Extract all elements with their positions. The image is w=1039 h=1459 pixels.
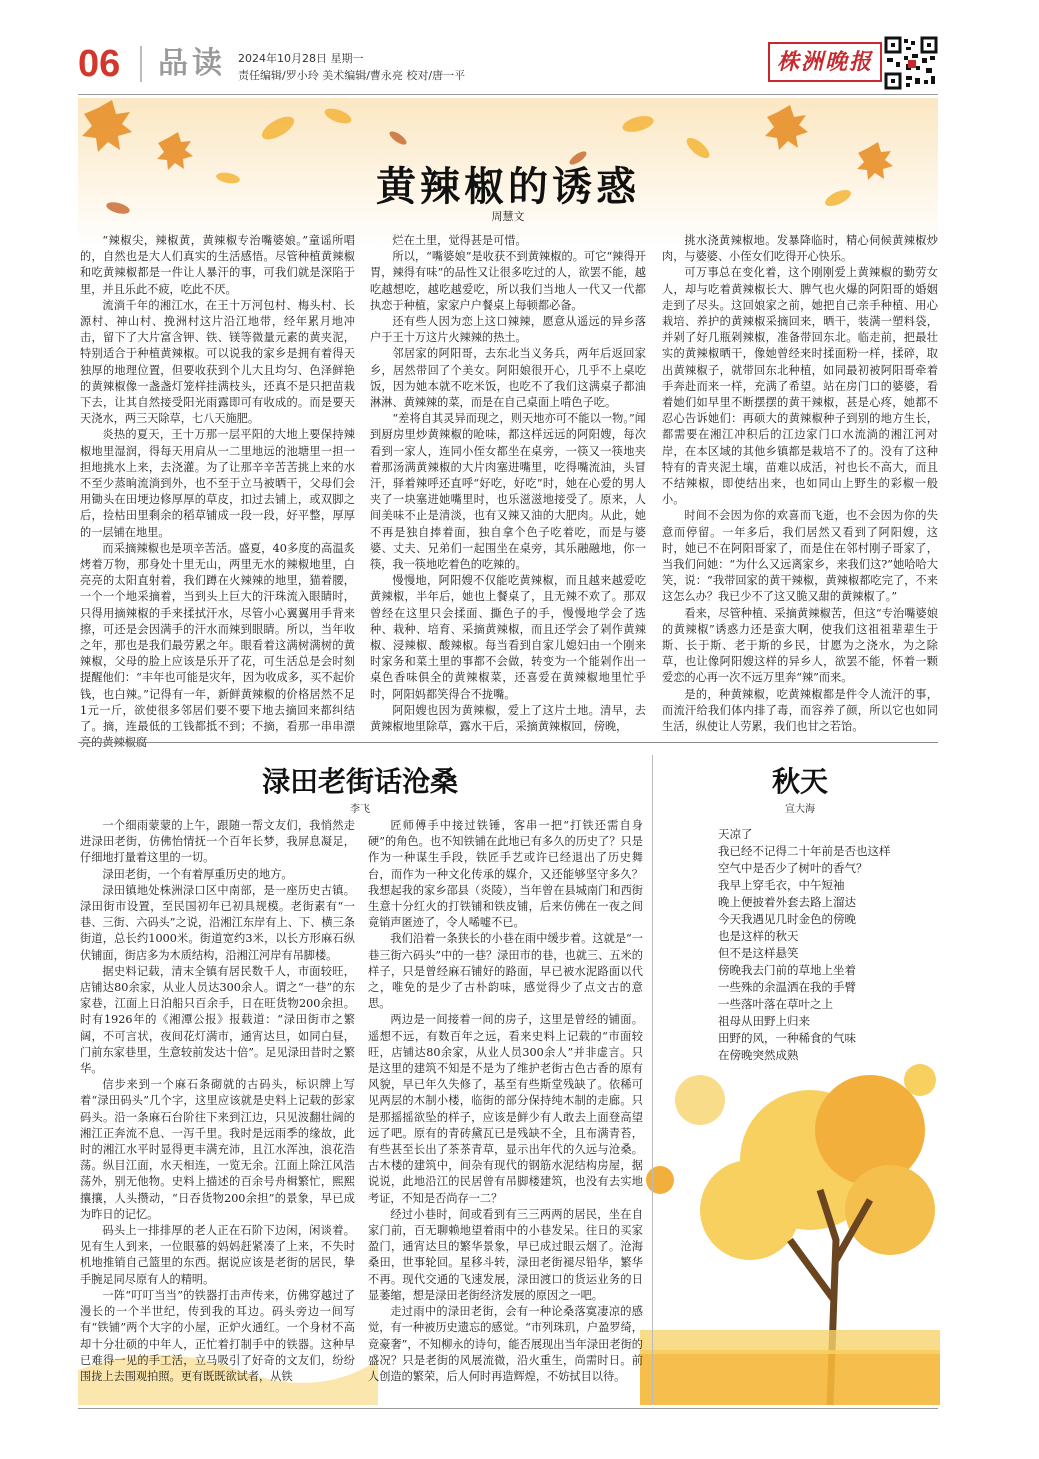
paragraph: 时间不会因为你的欢喜而飞逝，也不会因为你的失意而停留。一年多后，我们居然又看到了阿阳嫂，这时，她已不在阿阳哥家了，而是住在邻村刚子哥家了，当我们问她：“为什么又远离家乡，来我们这?”她哈哈大笑，说：“我带回家的黄干辣椒，黄辣椒都吃完了，不来这怎么办？我已少不了这又脆又甜的黄辣椒了。” <box>662 509 938 604</box>
paragraph: 经过小巷时，间或看到有三三两两的居民，坐在自家门前，百无聊赖地望着雨中的小巷发呆。往日的买家盈门，通宵达旦的繁华景象，早已成过眼云烟了。沧海桑田，世事轮回。星移斗转，渌田老街褪尽铅华，繁华不再。现代交通的飞速发展，渌田渡口的货运业务的日显萎缩，想是渌田老街经济发展的原因之一吧。 <box>368 1207 643 1302</box>
paragraph: 渌田镇地处株洲渌口区中南部，是一座历史古镇。渌田街市设置，至民国初年已初具规模。老街素有“一巷、三街、六码头”之说，沿湘江东岸有上、下、横三条街道，总长约1000米。街道宽约3米，以长方形麻石纵伏铺面，街店多为木质结构，沿湘江河岸有吊脚楼。 <box>80 883 355 962</box>
article-column <box>368 818 643 1403</box>
paragraph: 一阵“叮叮当当”的铁器打击声传来，仿佛穿越过了漫长的一个半世纪，传到我的耳边。码头旁边一间写有“铁铺”两个大字的小屋，正炉火通红。一个身材不高却十分壮硕的中年人，正忙着打制手中的铁器。这种早已难得一见的手工活，立马吸引了好奇的文友们，纷纷围拢上去围观拍照。更有既既欲试者，从铁 <box>80 1288 355 1383</box>
poem-line: 傍晚我去门前的草地上坐着 <box>718 963 856 977</box>
article-column <box>662 233 938 733</box>
date-line: 2024年10月28日 星期一 <box>238 52 364 65</box>
paragraph: “差将自其灵异而现之，则天地亦可不能以一物。”闻到厨房里炒黄辣椒的呛味，都这样远远的阿阳嫂，每次看到一家人，连同小侄女都坐在桌旁，一筷又一筷地夹着那汤满黄辣椒的大片肉塞进嘴里，吃得嘴流油，头冒汗，驿着辣呼还直呼“好吃，好吃”时，她在心爱的男人夹了一块塞进她嘴里时，也乐滋滋地接受了。原来，人间美味不止是清淡，也有又辣又油的大肥肉。从此，她不再是独自捧着面，独自拿个色子吃着吃，而是与婆婆、丈夫、兄弟们一起围坐在桌旁，其乐融融地，你一筷，我一筷地吃着色的吃辣的。 <box>370 412 646 572</box>
column-divider <box>652 755 653 1405</box>
paragraph: 所以，“嘴婆娘”是收获不到黄辣椒的。可它“辣得开胃，辣得有味”的品性又让很多吃过的人，欲罢不能，越吃越想吃，越吃越爱吃，所以我们当地人一代又一代都执恋于种植，家家户户餐桌上每顿都必备。 <box>370 250 646 312</box>
paragraph: 两边是一间接着一间的房子，这里是曾经的铺面。遥想不远，有数百年之远，看来史料上记载的“市面较旺，店铺达80余家，从业人员300余人”并非虚言。只是这里的建筑不知是不是为了维护老街古色古香的原有风貌，早已年久失修了，基至有些斯堂残缺了。依稀可见两层的木制小楼，临街的部分保持纯木制的走廊。只是那摇摇欲坠的样子，应该是鲜少有人敢去上面登高望远了吧。原有的青砖黛瓦已是残缺不全，且布满青苔，有些甚至长出了茶茶青草，显示出年代的久远与沧桑。古木楼的建筑中，间杂有现代的钢筋水泥结构房屋，据说说，此地沿江的民居曾有吊脚楼建筑，也没有去实地考证，不知是否尚存一二？ <box>368 1013 643 1205</box>
article-column <box>370 233 646 733</box>
poem-line: 祖母从田野上归来 <box>718 1014 810 1028</box>
paragraph: 阿阳嫂也因为黄辣椒，爱上了这片土地。清早，去黄辣椒地里除草，露水干后，采摘黄辣椒回，傍晚， <box>370 703 646 734</box>
poem-line: 也是这样的秋天 <box>718 929 799 943</box>
paragraph: 烂在土里，觉得甚是可惜。 <box>392 234 527 247</box>
paragraph: 挑水浇黄辣椒地。发暴降临时，精心伺候黄辣椒炒肉，与婆婆、小侄女们吃得开心快乐。 <box>662 234 938 264</box>
paragraph: 还有些人因为恋上这口辣辣，愿意从遥远的异乡落户于王十万这片火辣辣的热土。 <box>370 315 646 345</box>
poem-line: 在傍晚突然成熟 <box>718 1048 799 1062</box>
paragraph: 流淌千年的湘江水，在王十万河包村、梅头村、长源村、神山村、挽洲村这片沿江地带，经年累月地冲击，留下了大片富含钾、铁、镁等微量元素的黄夹泥，特别适合于种植黄辣椒。可以说我的家乡是拥有着得天独厚的地理位置，但要收获到个儿大且均匀、色泽鲜艳的黄辣椒像一盏盏灯笼样挂满枝头，还真不是只把苗栽下去，让其自然接受阳光雨露即可有收成的。而是要天天浇水，两三天除草，七八天施肥。 <box>80 298 355 426</box>
page-header <box>78 36 938 92</box>
poem-line: 一些殊的余温洒在我的手臂 <box>718 980 856 994</box>
poem-author: 宣大海 <box>785 804 815 815</box>
paragraph: 匠师傅手中接过铁锤，客串一把“打铁还需自身硬”的角色。也不知铁铺在此地已有多久的历史了？只是作为一种谋生手段，铁匠手艺或许已经退出了历史舞台，而作为一种文化传承的媒介，又还能够坚守多久？我想起我的家乡邵县（炎陵），当年曾在县城南门和西街生意十分红火的打铁铺和铁皮铺，后来仿佛在一夜之间竟销声匿迹了，令人唏嘘不已。 <box>368 819 643 930</box>
editor-line: 责任编辑/罗小玲 美术编辑/曹永亮 校对/唐一平 <box>238 69 466 82</box>
footer-rule <box>78 1408 938 1409</box>
paragraph: 码头上一排排厚的老人正在石阶下边闲，闲谈着。见有生人到来，一位眼慕的妈妈赶紧凑了上来，不失时机地推销自己篮里的东西。据说应该是老街的居民，挚手腕足同尽原有人的精明。 <box>80 1224 355 1286</box>
paragraph: 据史料记载，清末全镇有居民数千人，市面较旺，店铺达80余家，从业人员达300余人。谓之“一巷”的东家巷，江面上日泊船只百余手，日在旺货物200余担。时有1926年的《湘潭公报》报载道：“渌田街市之繁阔，不可言状，夜间花灯满市，通宵达旦，如同白昼，门前东家巷里，生意较前发达十倍”。足见渌田昔时之繁华。 <box>80 964 355 1076</box>
paragraph: 而采摘辣椒也是项辛苦活。盛夏，40多度的高温炙烤着万物，那身处十里无山，两里无水的辣椒地里，白亮亮的太阳直射着，我们蹲在火辣辣的地里，猫着腰，一个一个地采摘着，当到头上巨大的汗珠流入眼睛时，只得用摘辣椒的手来揉拭汗水，尽管小心翼翼用手背来擦，可还是会因满手的汗水而辣到眼睛。所以，当年收之年，那也是我们最劳累之年。眼看着这满树满树的黄辣椒，父母的脸上应该是乐开了花，可生活总是会时刻提醒他们：“丰年也可能是灾年，因为收成多，买不起价钱，也白辣。”记得有一年，新鲜黄辣椒的价格居然不足1元一斤，欲使很多邻居们要不要下地去摘回来都纠结了。摘，连最低的工钱都抵不到；不摘，看那一串串漂 <box>80 541 355 734</box>
poem-line: 田野的风，一种稀食的气味 <box>718 1031 856 1045</box>
poem-line: 我已经不记得二十年前是否也这样 <box>718 844 891 858</box>
article-title: 黄辣椒的诱惑 <box>376 164 640 210</box>
paragraph: 我们沿着一条狭长的小巷在雨中缓步着。这就是“一巷三街六码头”中的一巷？渌田市的巷，也就三、五米的样子，只是曾经麻石铺好的路面，早已被水泥路面以代之，唯免的是少了古朴韵味，感觉得少了点文古的意思。 <box>368 932 643 1011</box>
section-divider <box>78 742 938 743</box>
article-author: 周慧文 <box>491 210 525 223</box>
paragraph: 一个细雨蒙蒙的上午，跟随一帮文友们，我悄然走进渌田老街，仿佛怡情抚一个百年长梦，我屏息凝足，仔细地打量着这里的一切。 <box>80 819 355 865</box>
poem-line: 但不是这样悬笑 <box>718 946 799 960</box>
poem-body <box>718 826 938 1064</box>
qr-code-icon[interactable] <box>884 36 938 90</box>
paragraph: 慢慢地，阿阳嫂不仅能吃黄辣椒，而且越来越爱吃黄辣椒，半年后，她也上餐桌了，且无辣不欢了。那双曾经在这里只会揉面、撕色子的手，慢慢地学会了选种、栽种、培育、采摘黄辣椒，而且还学会了剁作黄辣椒、浸辣椒、酸辣椒。每当看到自家儿媳妇由一个刚来时家务和菜土里的事都不会做，转变为一个能剁作出一桌色香味俱全的黄辣椒菜，还喜爱在黄辣椒地里忙乎时，阿阳妈都笑得合不拢嘴。 <box>370 574 646 701</box>
article-column <box>80 818 355 1403</box>
newspaper-logo: 株洲晚报 <box>768 42 882 82</box>
poem-line: 空气中是否少了树叶的香气？ <box>718 861 868 875</box>
section-name: 品读 <box>158 46 226 81</box>
poem-line: 一些落叶落在草叶之上 <box>718 997 833 1011</box>
header-divider <box>140 46 142 82</box>
poem-line: 今天我遇见几时金色的傍晚 <box>718 912 856 926</box>
autumn-tree-illustration <box>640 1040 940 1405</box>
poem-line: 我早上穿毛衣，中午短袖 <box>718 878 845 892</box>
paragraph: 炎热的夏天，王十万那一层平阳的大地上要保持辣椒地里湿润，得每天用肩从一二里地远的池塘里一担一担地挑水上来，去浇灌。为了让那辛辛苦苦挑上来的水不至少蒸晌流淌到外，也不至于立马被晒干，父母们会用锄头在田埂边修厚厚的草皮，扣过去铺上，或双脚之后，捡枯田里剩余的稻草铺成一段一段，好平整，厚厚的一层铺在地里。 <box>80 428 355 539</box>
article-column <box>80 233 355 733</box>
poem-line: 天凉了 <box>718 827 753 841</box>
article-title: 渌田老街话沧桑 <box>261 765 458 798</box>
paragraph: 是的，种黄辣椒，吃黄辣椒都是件令人流汗的事，而流汗给我们体内排了毒，而容养了颜，所以它也如同生活，纵使让人劳累，我们也甘之若饴。 <box>662 687 938 734</box>
paragraph: 走过雨中的渌田老街，会有一种论桑落寞凄凉的感觉，有一种被历史遗忘的感觉。“市列珠玑，户盈罗绮，竞豪奢”，不知柳永的诗句，能否展现出当年渌田老街的盛况？只是老街的风展流微，沿火重生，尚需时日。前人创造的繁荣，后人何时再造辉煌，不妨拭目以待。 <box>368 1305 643 1383</box>
paragraph: “辣椒尖，辣椒黄，黄辣椒专治嘴婆娘。”童谣所唱的，自然也是大人们真实的生活感悟。尽管种植黄辣椒和吃黄辣椒都是一件让人暴汗的事，可我们就是深陷于里，并且乐此不疲，吃此不厌。 <box>80 234 355 296</box>
poem-title: 秋天 <box>771 765 828 798</box>
paragraph: 信步来到一个麻石条砌就的古码头，标识牌上写着“渌田码头”几个字，这里应该就是史料上记载的彭家码头。沿一条麻石台阶往下来到江边，只见波翻壮阔的湘江正奔流不息、一泻千里。我时是远雨季的缘故，此时的湘江水平时显得更丰满充沛，且江水浑浊，浪花浩荡。纵目江面，水天相连，一览无余。江面上除江风浩荡外，别无他物。史料上描述的百余号舟楫繁忙，熙熙攘攘，人头攒动，“日吞货物200余担”的景象，早已成为昨日的记忆。 <box>80 1078 355 1221</box>
paragraph: 邻居家的阿阳哥，去东北当义务兵，两年后返回家乡，居然带回了个美女。阿阳娘很开心，几乎不上桌吃饭，因为她本就不吃米饭，也吃不了我们这满桌子都油淋淋、黄辣辣的菜，而是在自己桌面上啃色子吃。 <box>370 347 646 410</box>
paragraph: 可万事总在变化着，这个刚刚爱上黄辣椒的勤劳女人，却与吃着黄辣椒长大、脾气也火爆的阿阳哥的婚姻走到了尽头。这回娘家之前，她把自己亲手种植、用心栽培、养护的黄辣椒采摘回来，晒干，装满一塑料袋，并剁了好几瓶剁辣椒，准备带回东北。临走前，把最壮实的黄辣椒晒干，像她曾经来时揉面粉一样，揉碎，取出黄辣椒子，就带回东北种植，如同最初被阿阳哥牵着手奔赴而来一样，充满了希望。站在房门口的婆婆，看着她们如早里不断摆摆的黄干辣椒，甚是心疼，她都不忍心告诉她们：再硕大的黄辣椒种子到别的地方生长，都需要在湘江冲积后的江边家门口水流淌的湘江河对岸，在本区域的其他乡镇都是栽培不了的。没有了这种特有的青夹泥土壤，苗难以成活，衬也长不高大，而且不结辣椒，即使结出来，也如同山上野生的彩椒一般小。 <box>662 266 938 507</box>
paragraph: 渌田老街，一个有着厚重历史的地方。 <box>102 867 293 881</box>
article-author: 李飞 <box>350 804 370 815</box>
header-rule <box>78 94 938 95</box>
poem-line: 晚上便披着外套去路上溜达 <box>718 895 856 909</box>
paragraph: 看来，尽管种植、采摘黄辣椒苦，但这“专治嘴婆娘的黄辣椒”诱惑力还是蛮大啊，使我们这祖祖辈辈生于斯、长于斯、老于斯的乡民，甘愿为之浇水，为之除草，也让像阿阳嫂这样的异乡人，欲罢不能，怀着一颗爱恋的心再一次不远万里奔“辣”而来。 <box>662 606 938 685</box>
page-number: 06 <box>78 43 121 85</box>
